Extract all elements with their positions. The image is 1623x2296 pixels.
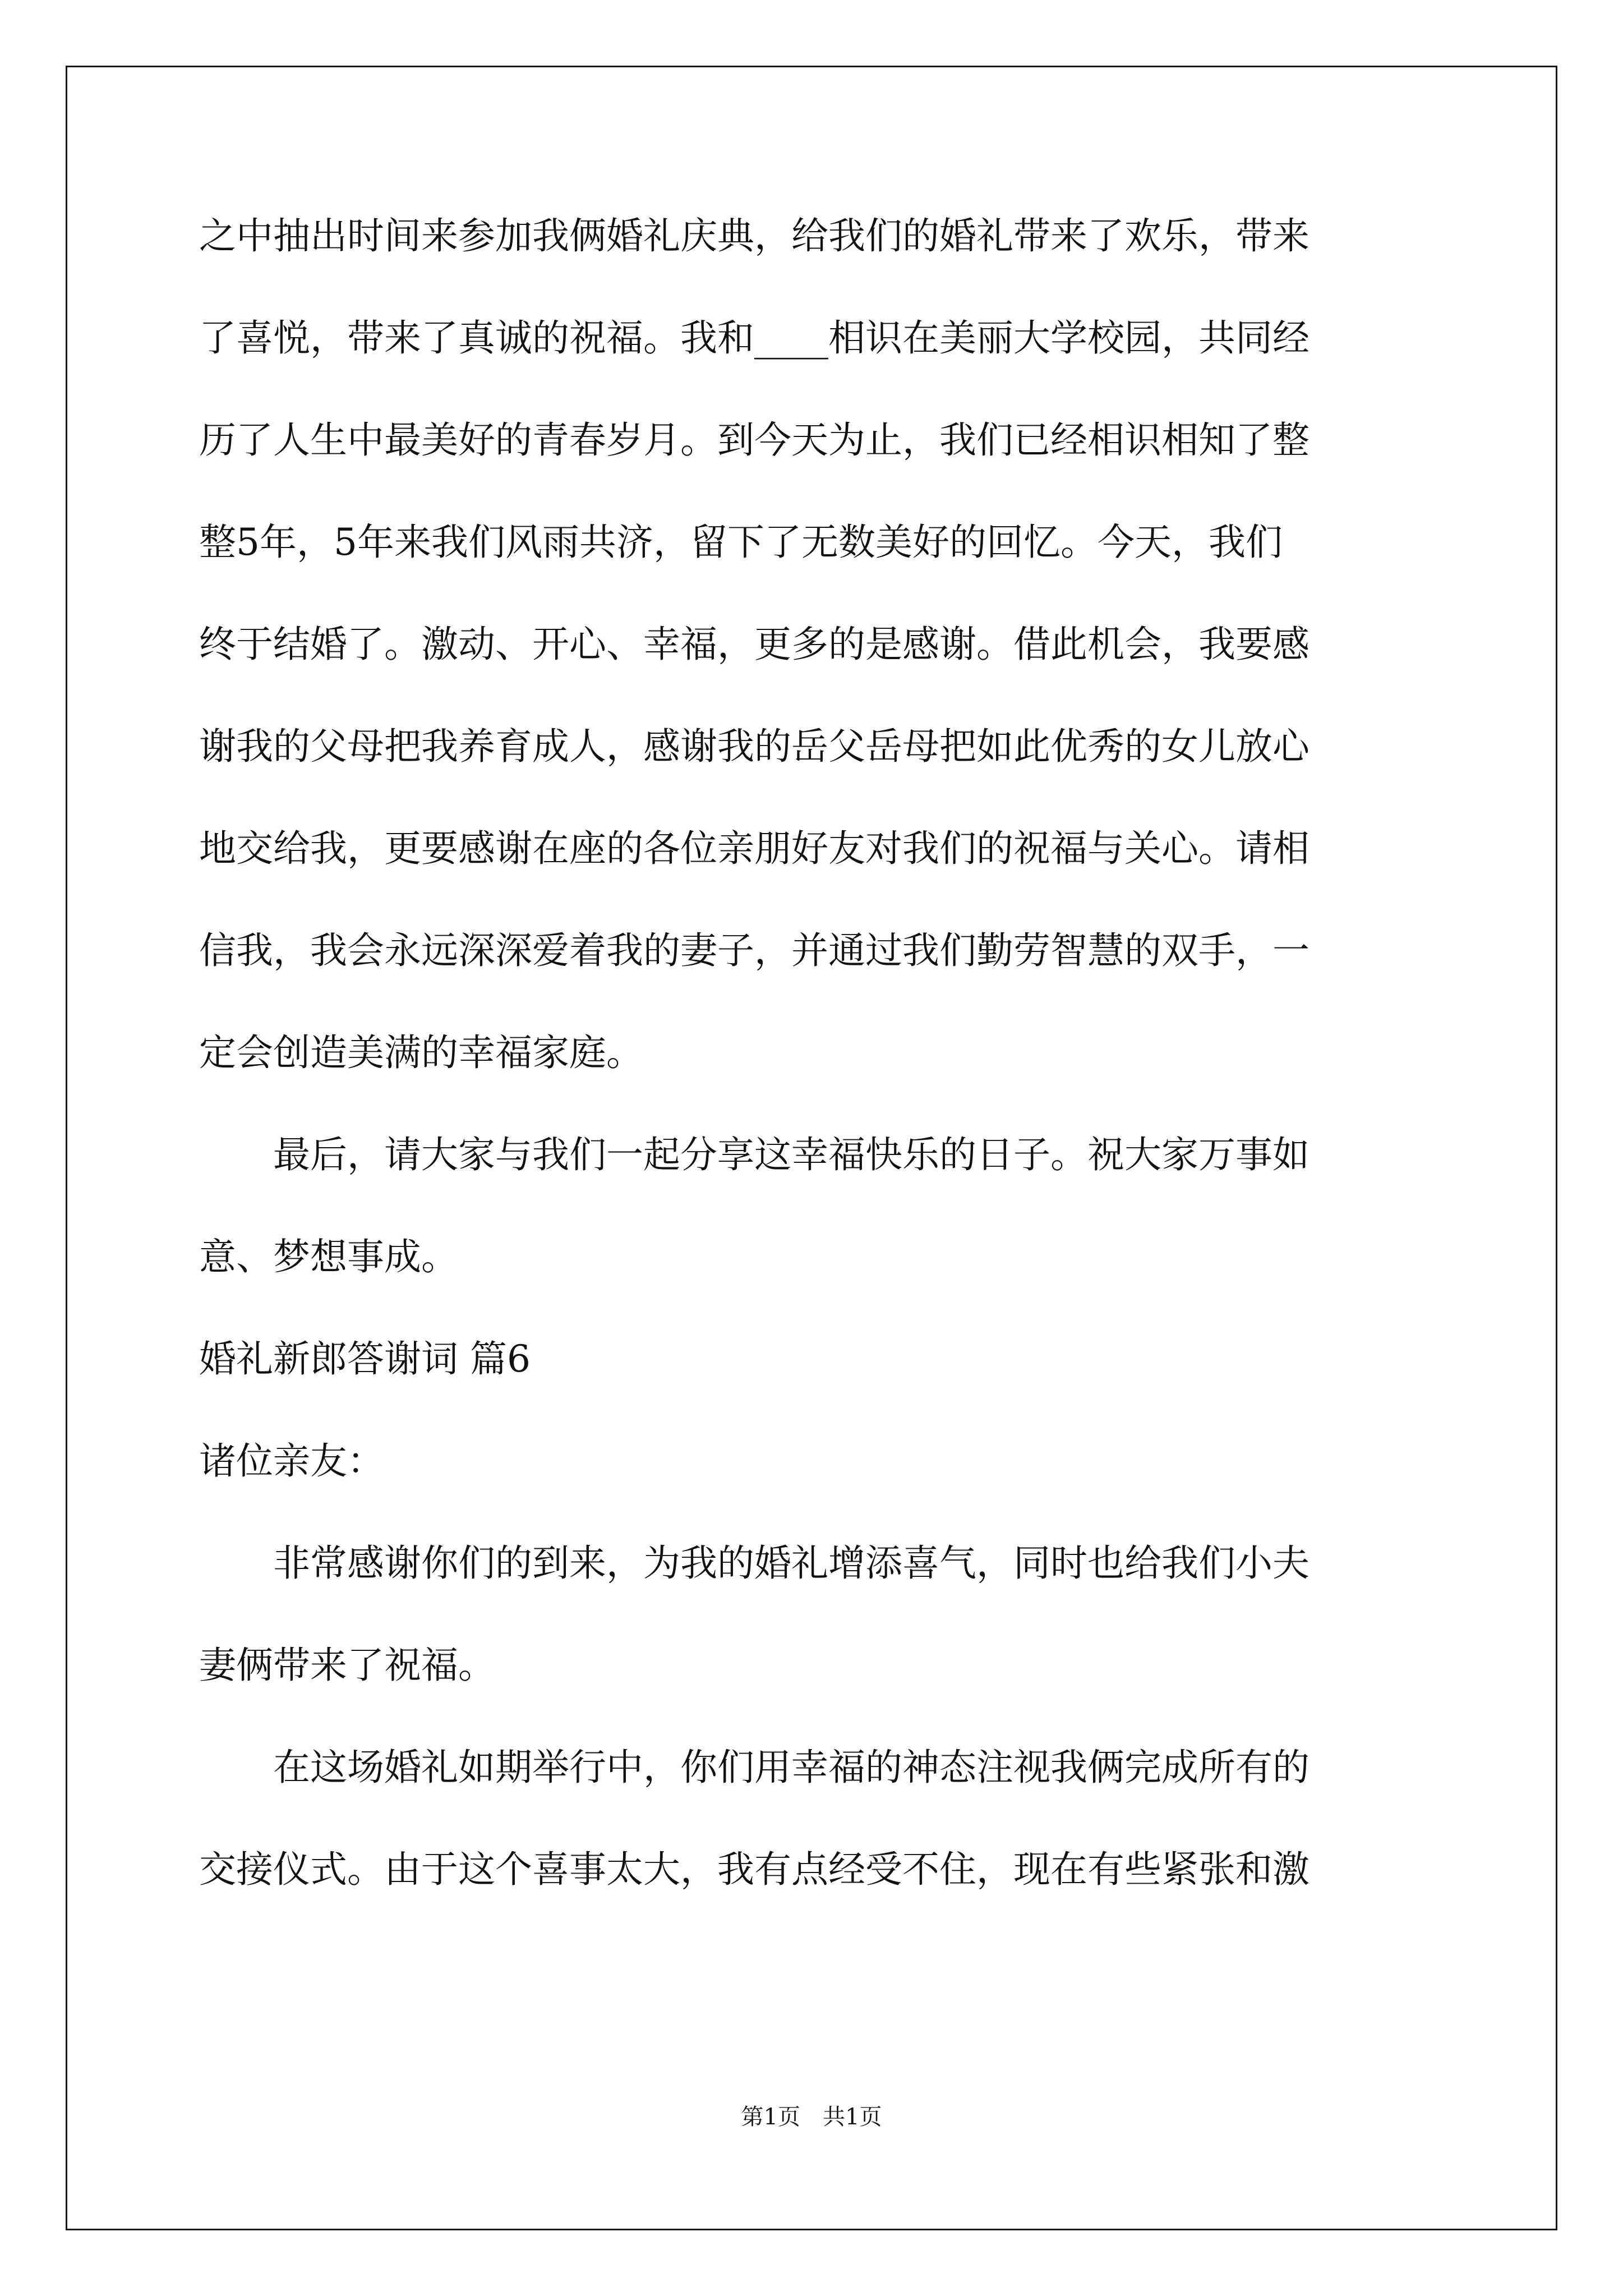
text-line: 定会创造美满的幸福家庭。 <box>199 1031 643 1074</box>
text-line: 地交给我，更要感谢在座的各位亲朋好友对我们的祝福与关心。请相 <box>199 827 1310 870</box>
text-line: 谢我的父母把我养育成人，感谢我的岳父岳母把如此优秀的女儿放心 <box>199 725 1310 768</box>
text-line: 之中抽出时间来参加我俩婚礼庆典，给我们的婚礼带来了欢乐，带来 <box>199 214 1310 257</box>
section-heading: 婚礼新郎答谢词 篇6 <box>199 1337 531 1381</box>
text-line: 非常感谢你们的到来，为我的婚礼增添喜气，同时也给我们小夫 <box>199 1542 1310 1585</box>
page-footer <box>0 2099 1623 2131</box>
text-line: 最后，请大家与我们一起分享这幸福快乐的日子。祝大家万事如 <box>199 1133 1310 1176</box>
text-line: 整5年，5年来我们风雨共济，留下了无数美好的回忆。今天，我们 <box>199 521 1283 564</box>
document-body <box>199 185 1433 1921</box>
page-number: 第1页 <box>741 2104 800 2130</box>
text-line: 妻俩带来了祝福。 <box>199 1644 495 1687</box>
salutation: 诸位亲友： <box>199 1439 384 1483</box>
text-line: 历了人生中最美好的青春岁月。到今天为止，我们已经相识相知了整 <box>199 418 1310 462</box>
text-line: 终于结婚了。激动、开心、幸福，更多的是感谢。借此机会，我要感 <box>199 623 1310 666</box>
page-total: 共1页 <box>823 2104 882 2130</box>
text-line: 在这场婚礼如期举行中，你们用幸福的神态注视我俩完成所有的 <box>199 1746 1310 1789</box>
text-line: 交接仪式。由于这个喜事太大，我有点经受不住，现在有些紧张和激 <box>199 1848 1310 1891</box>
text-line: 意、梦想事成。 <box>199 1235 458 1278</box>
text-line: 信我，我会永远深深爱着我的妻子，并通过我们勤劳智慧的双手，一 <box>199 929 1310 972</box>
text-line: 了喜悦，带来了真诚的祝福。我和____相识在美丽大学校园，共同经 <box>199 316 1310 360</box>
